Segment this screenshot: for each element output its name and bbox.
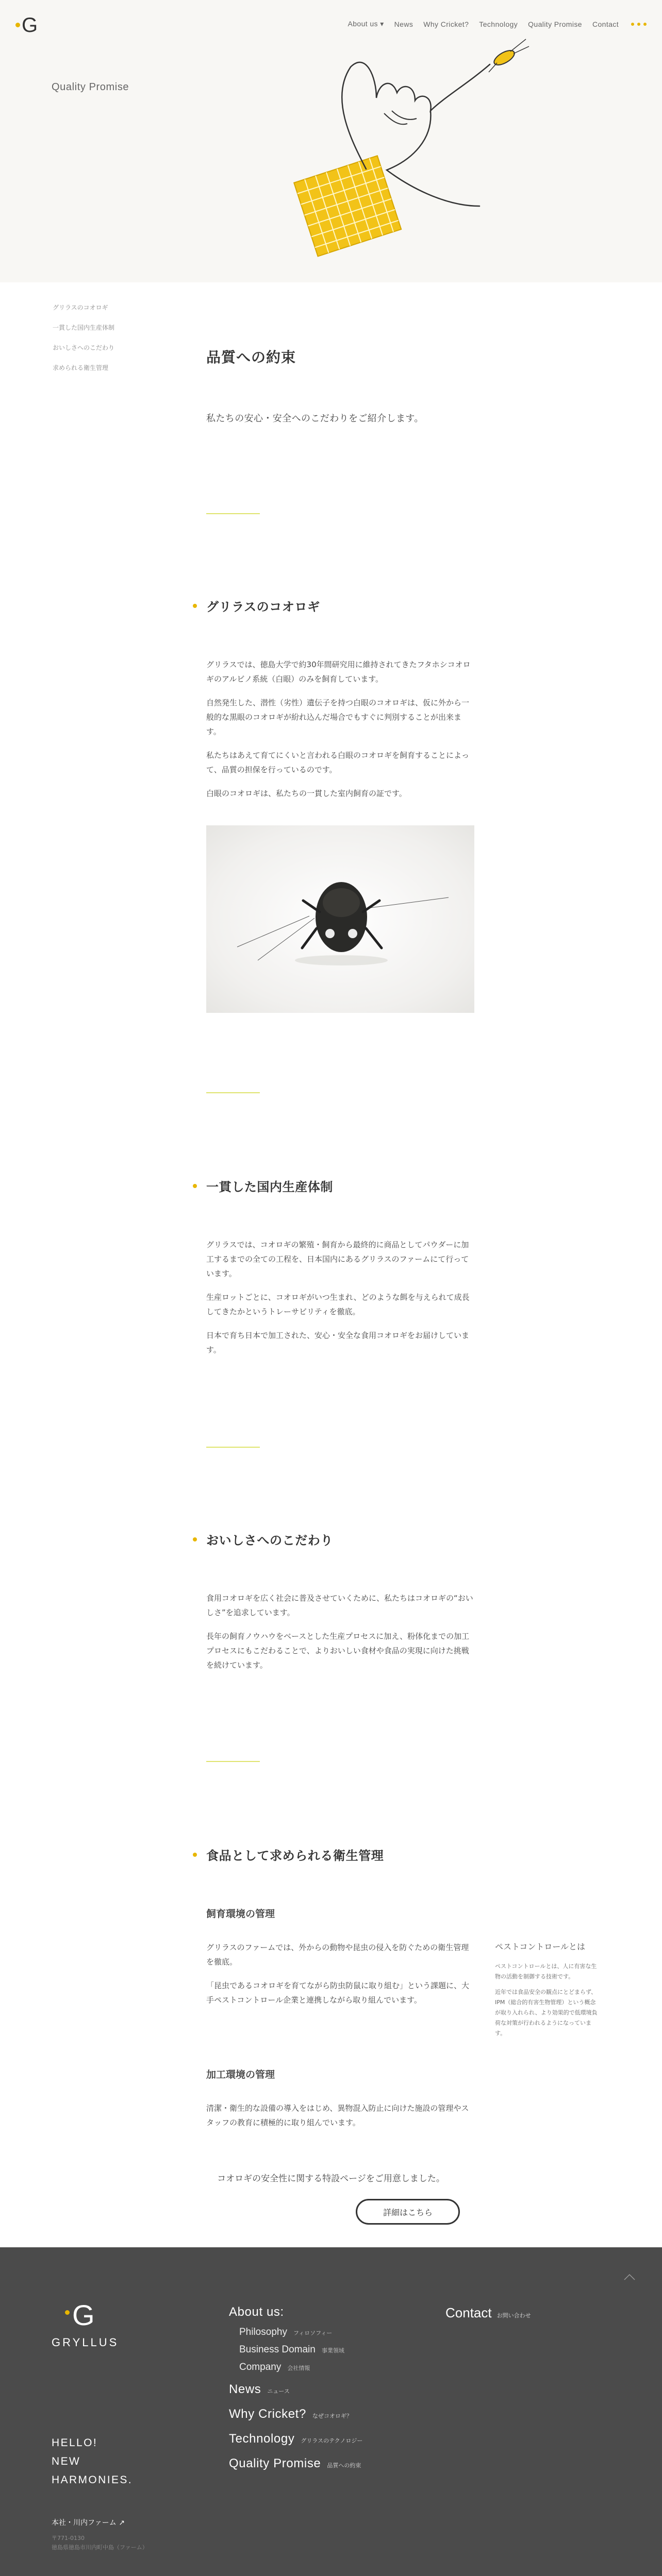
paragraph: グリラスでは、徳島大学で約30年間研究用に維持されてきたフタホシコオロギのアルビノ系統（白眼）のみを飼育しています。 [206,660,471,684]
tagline-line: HARMONIES. [52,2474,133,2486]
section-divider [206,1761,260,1762]
section-heading-text: グリラスのコオロギ [206,600,320,614]
footer-link-company[interactable]: Company 会社情報 [239,2362,310,2372]
logo-dot [65,2310,70,2315]
nav-quality-promise[interactable]: Quality Promise [528,20,582,28]
section-heading-text: 一貫した国内生産体制 [206,1180,333,1194]
paragraph: 長年の飼育ノウハウをベースとした生産プロセスに加え、粉体化までの加工プロセスにもこだわることで、よりおいしい食材や食品の実現に向けた挑戦を続けています。 [206,1632,470,1670]
details-button[interactable]: 詳細はこちら [356,2199,460,2225]
bullet-icon [193,1537,197,1541]
white-eyed-cricket-icon [206,825,474,1013]
main-nav [347,20,647,28]
section-body-production [206,1238,474,1366]
footer-logo-mark [52,2299,134,2332]
special-page-notice: コオロギの安全性に関する特設ページをご用意しました。 [217,2174,445,2184]
aside-text: ペストコントロールとは、人に有害な生物の活動を制御する技術です。 [495,1963,597,1980]
subheading-processing-env: 加工環境の管理 [206,2069,275,2080]
section-sidenav [53,303,114,383]
bullet-icon [193,604,197,608]
footer-link-about[interactable]: About us: [229,2305,284,2319]
paragraph: グリラスでは、コオロギの繁殖・飼育から最終的に商品としてパウダーに加工するまでの全ての工程を、日本国内にあるグリラスのファームにて行っています。 [206,1240,469,1278]
hand-holding-cricket-icon [289,36,531,263]
aside-text: 近年では食品安全の観点にとどまらず、IPM（総合的有害生物管理）という概念が取り入れられ、より効果的で低環境負荷な対策が行われるようになっています。 [495,1989,598,2037]
footer-link-philosophy[interactable]: Philosophy フィロソフィー [239,2327,333,2337]
menu-dots-icon[interactable] [631,23,647,26]
logo-letter: G [22,14,38,37]
footer-nav [229,2305,362,2481]
hero-title: Quality Promise [52,81,129,93]
paragraph: 清潔・衛生的な設備の導入をはじめ、異物混入防止に向けた施設の管理やスタッフの教育に積極的に取り組んでいます。 [206,2104,469,2127]
tagline-line: NEW [52,2455,81,2467]
office-title[interactable]: 本社・川内ファーム ↗ [52,2519,125,2527]
section-body-breeding-env [206,1940,474,2016]
paragraph: 自然発生した、潜性（劣性）遺伝子を持つ白眼のコオロギは、仮に外から一般的な黒眼のコオロギが紛れ込んだ場合でもすぐに判別することが出来ます。 [206,698,470,736]
section-heading-production [193,1177,333,1195]
section-body-taste [206,1591,474,1682]
footer-logo-word: GRYLLUS [52,2336,119,2349]
site-logo[interactable] [15,13,43,37]
footer-logo[interactable] [52,2299,134,2349]
nav-contact[interactable]: Contact [592,20,619,28]
section-heading-cricket [193,597,320,615]
section-heading-hygiene [193,1845,384,1863]
section-heading-text: おいしさへのこだわり [206,1533,333,1548]
sidenav-item-hygiene[interactable]: 求められる衛生管理 [53,364,109,371]
footer-link-news[interactable]: News ニュース [229,2382,290,2396]
pest-control-note [495,1940,598,2044]
external-link-icon: ↗ [119,2519,125,2527]
office-address: 徳島県徳島市川内町中島（ファーム） [52,2544,148,2551]
nav-why-cricket[interactable]: Why Cricket? [423,20,469,28]
bullet-icon [193,1853,197,1857]
paragraph: 食用コオロギを広く社会に普及させていくために、私たちはコオロギの“おいしさ”を追求しています。 [206,1594,473,1617]
section-divider [206,1092,260,1093]
section-heading-text: 食品として求められる衛生管理 [206,1849,384,1863]
page-lead: 私たちの安心・安全へのこだわりをご紹介します。 [206,413,424,424]
paragraph: 日本で育ち日本で加工された、安心・安全な食用コオロギをお届けしています。 [206,1331,470,1354]
paragraph: 「昆虫であるコオロギを育てながら防虫防鼠に取り組む」という課題に、大手ペストコントロール企業と連携しながら取り組んでいます。 [206,1981,470,2005]
paragraph: 生産ロットごとに、コオロギがいつ生まれ、どのような餌を与えられて成長してきたかというトレーサビリティを徹底。 [206,1293,470,1316]
footer-link-contact[interactable]: Contact お問い合わせ [445,2305,531,2320]
office-kawauchi [52,2517,148,2552]
footer-link-why-cricket[interactable]: Why Cricket? なぜコオロギ？ [229,2407,352,2421]
tagline-line: HELLO! [52,2437,98,2449]
paragraph: グリラスのファームでは、外からの動物や昆虫の侵入を防ぐための衛生管理を徹底。 [206,1943,469,1967]
section-divider [206,1447,260,1448]
site-footer [0,2247,662,2576]
sidenav-item-taste[interactable]: おいしさへのこだわり [53,344,115,351]
logo-dot [15,23,20,27]
footer-tagline [52,2434,133,2489]
section-body-cricket [206,657,474,810]
sidenav-item-production[interactable]: 一貫した国内生産体制 [53,324,115,331]
paragraph: 白眼のコオロギは、私たちの一貫した室内飼育の証です。 [206,789,407,798]
logo-letter: G [72,2299,95,2331]
paragraph: 私たちはあえて育てにくいと言われる白眼のコオロギを飼育することによって、品質の担保を行っているのです。 [206,751,470,774]
page-title: 品質への約束 [206,349,296,366]
scroll-to-top-icon[interactable] [624,2273,635,2280]
cricket-photo [206,825,474,1013]
bullet-icon [193,1184,197,1188]
section-divider [206,513,260,514]
section-heading-taste [193,1530,333,1548]
subheading-breeding-env: 飼育環境の管理 [206,1908,275,1920]
aside-title: ペストコントロールとは [495,1942,586,1952]
footer-link-business-domain[interactable]: Business Domain 事業領域 [239,2344,344,2355]
nav-news[interactable]: News [394,20,413,28]
office-address: 〒771-0130 [52,2535,85,2541]
nav-about-us[interactable]: About us ▾ [347,20,384,28]
footer-link-technology[interactable]: Technology グリラスのテクノロジー [229,2432,363,2446]
site-header [0,0,662,52]
nav-technology[interactable]: Technology [479,20,518,28]
sidenav-item-cricket[interactable]: グリラスのコオロギ [53,304,108,311]
section-body-processing-env [206,2101,474,2139]
footer-link-quality-promise[interactable]: Quality Promise 品質への約束 [229,2456,361,2470]
